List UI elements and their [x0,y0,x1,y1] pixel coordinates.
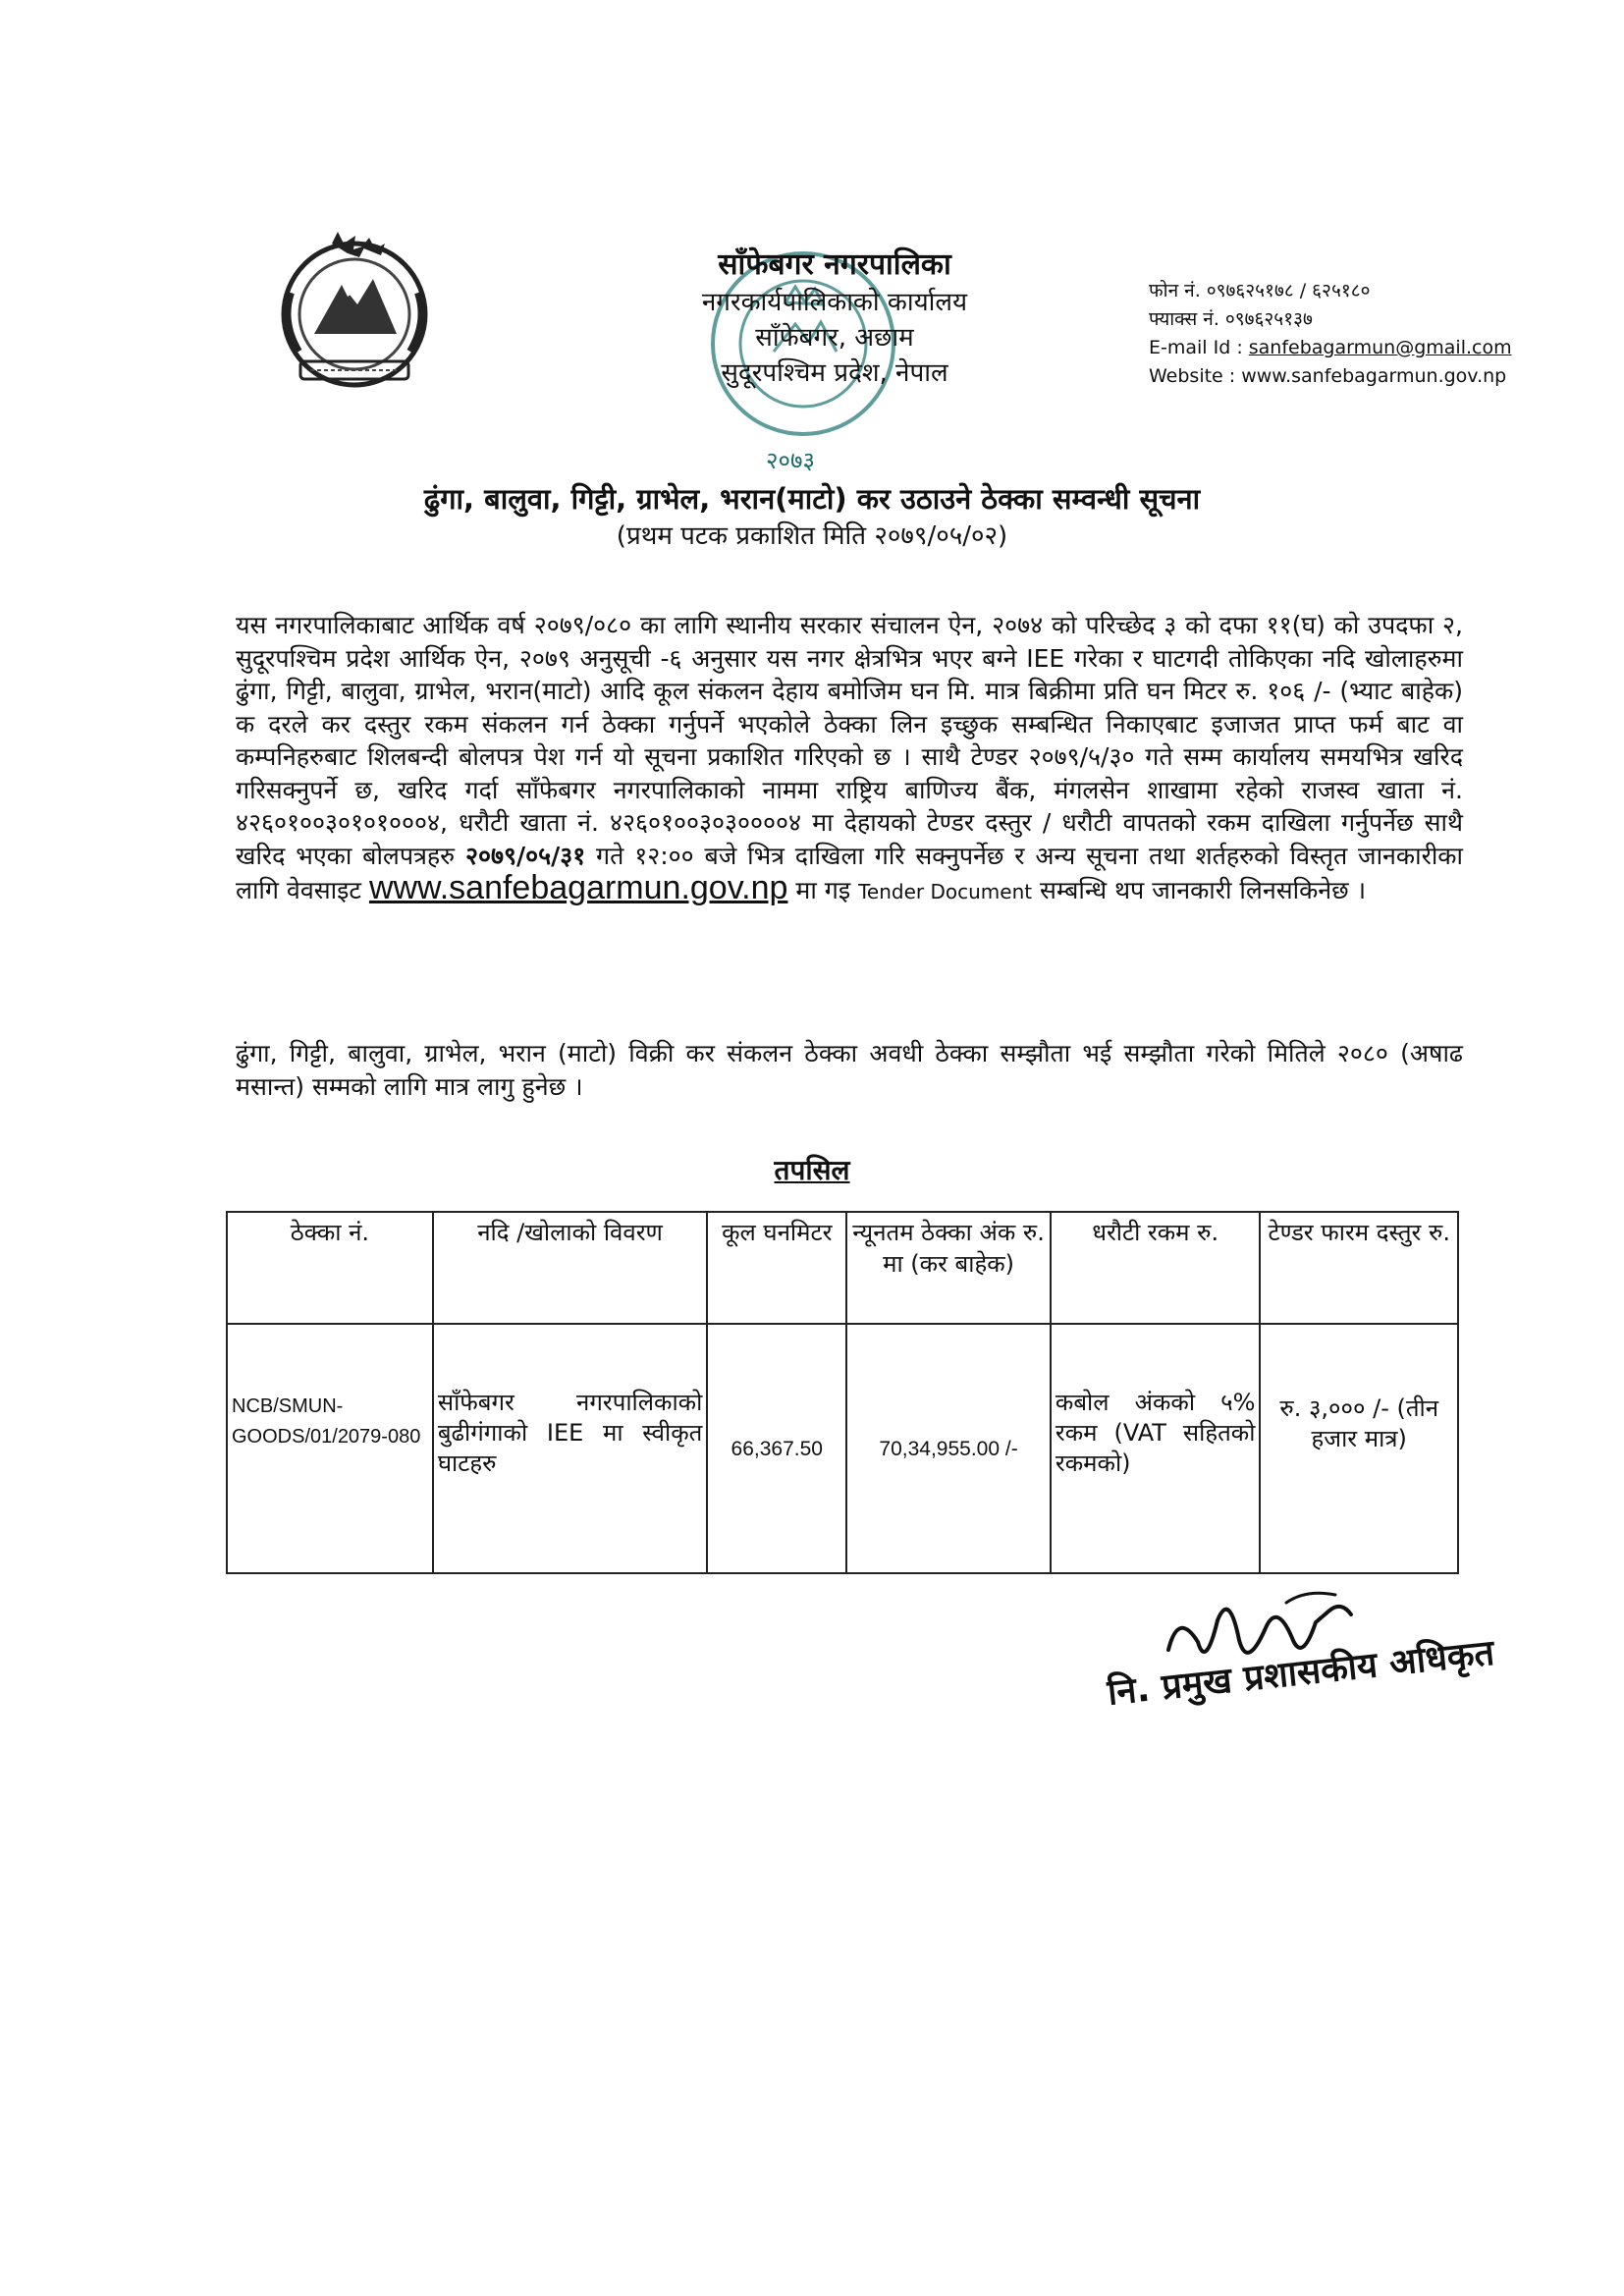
notice-title: ढुंगा, बालुवा, गिट्टी, ग्राभेल, भरान(माटो) कर उठाउने ठेक्का सम्वन्धी सूचना [423,482,1201,516]
table-header-row [227,1212,1458,1324]
deadline-date: २०७९/०५/३१ [464,841,586,870]
tender-fee-cell: रु. ३,००० /- (तीन हजार मात्र) [1260,1324,1458,1573]
website-line[interactable]: Website : www.sanfebagarmun.gov.np [1149,365,1507,387]
deposit-cell: कबोल अंकको ५% रकम (VAT सहितको रकमको) [1051,1324,1261,1573]
email-line [1149,334,1512,362]
schedule-table [226,1211,1459,1574]
schedule-heading: तपसिल [774,1154,850,1186]
email-label: E-mail Id : [1149,337,1249,358]
notice-paragraph-1 [236,609,1463,909]
table-row [227,1324,1458,1573]
column-header: धरौटी रकम रु. [1051,1212,1261,1324]
office-line-2: साँफेबगर, अछाम [755,323,914,353]
phone-number: फोन नं. ०९७६२५१७८ / ६२५१८० [1149,280,1371,301]
email-link[interactable]: sanfebagarmun@gmail.com [1248,337,1512,358]
column-header: टेण्डर फारम दस्तुर रु. [1260,1212,1458,1324]
contract-number-cell: NCB/SMUN-GOODS/01/2079-080 [227,1324,433,1573]
fax-number: फ्याक्स नं. ०९७६२५१३७ [1149,308,1313,330]
total-volume-cell: 66,367.50 [707,1324,846,1573]
notice-subtitle: (प्रथम पटक प्रकाशित मिति २०७९/०५/०२) [616,521,1008,551]
website-link[interactable]: www.sanfebagarmun.gov.np [368,869,788,906]
column-header: न्यूनतम ठेक्का अंक रु. मा (कर बाहेक) [846,1212,1051,1324]
tender-document-text: Tender Document [858,880,1033,903]
seal-year: २०७३ [766,447,815,474]
signatory-title: नि. प्रमुख प्रशासकीय अधिकृत [1106,1632,1496,1714]
para1-text-d: सम्बन्धि थप जानकारी लिनसकिनेछ । [1040,876,1367,904]
para1-text-c: मा गइ [795,876,851,904]
column-header: नदि /खोलाको विवरण [433,1212,707,1324]
para1-text-b: गते १२:०० बजे भित्र दाखिला गरि सक्नुपर्नेछ र अन्य सूचना तथा शर्तहरुको विस्तृत जानकारीका लागि वेवसाइट [236,841,1463,904]
office-line-1: नगरकार्यपालिकाको कार्यालय [701,288,968,317]
minimum-bid-cell: 70,34,955.00 /- [846,1324,1051,1573]
contact-block [1149,277,1512,391]
river-description-cell: साँफेबगर नगरपालिकाको बुढीगंगाको IEE मा स्वीकृत घाटहरु [433,1324,707,1573]
office-header [677,246,992,391]
office-line-3: सुदूरपश्चिम प्रदेश, नेपाल [721,358,948,388]
office-name: साँफेबगर नगरपालिका [718,247,951,282]
column-header: ठेक्का नं. [227,1212,433,1324]
para1-text-a: यस नगरपालिकाबाट आर्थिक वर्ष २०७९/०८० का लागि स्थानीय सरकार संचालन ऐन, २०७४ को परिच्छेद ३ को दफा ११(घ) को उपदफा २, सुदूरपश्चिम प्रदेश आर्थिक ऐन, २०७९ अनुसूची -६ अनुसार यस नगर क्षेत्रभित्र भएर बग्ने IEE गरेका र घाटगदी तोकिएका नदि खोलाहरुमा ढुंगा, गिट्टी, बालुवा, ग्राभेल, भरान(माटो) आदि कूल संकलन देहाय बमोजिम घन मि. मात्र बिक्रीमा प्रति घन मिटर रु. १०६ /- (भ्याट बाहेक) क दरले कर दस्तुर रकम संकलन गर्न ठेक्का गर्नुपर्ने भएकोले ठेक्का लिन इच्छुक सम्बन्धित निकाएबाट इजाजत प्राप्त फर्म बाट वा कम्पनिहरुबाट शिलबन्दी बोलपत्र पेश गर्न यो सूचना प्रकाशित गरिएको छ । साथै टेण्डर २०७९/५/३० गते सम्म कार्यालय समयभित्र खरिद गरिसक्नुपर्ने छ, खरिद गर्दा साँफेबगर नगरपालिकाको नाममा राष्ट्रिय बाणिज्य बैंक, मंगलसेन शाखामा रहेको राजस्व खाता नं. ४२६०१००३०१०१०००४, धरौटी खाता नं. ४२६०१००३०३००००४ मा देहायको टेण्डर दस्तुर / धरौटी वापतको रकम दाखिला गर्नुपर्नेछ साथै खरिद भएका बोलपत्रहरु [236,611,1463,870]
column-header: कूल घनमिटर [707,1212,846,1324]
notice-paragraph-2: ढुंगा, गिट्टी, बालुवा, ग्राभेल, भरान (माटो) विक्री कर संकलन ठेक्का अवधी ठेक्का सम्झौता भई सम्झौता गरेको मितिले २०८० (अषाढ मसान्त) सम्मको लागि मात्र लागु हुनेछ । [236,1039,1463,1101]
nepal-emblem-icon [263,224,446,393]
